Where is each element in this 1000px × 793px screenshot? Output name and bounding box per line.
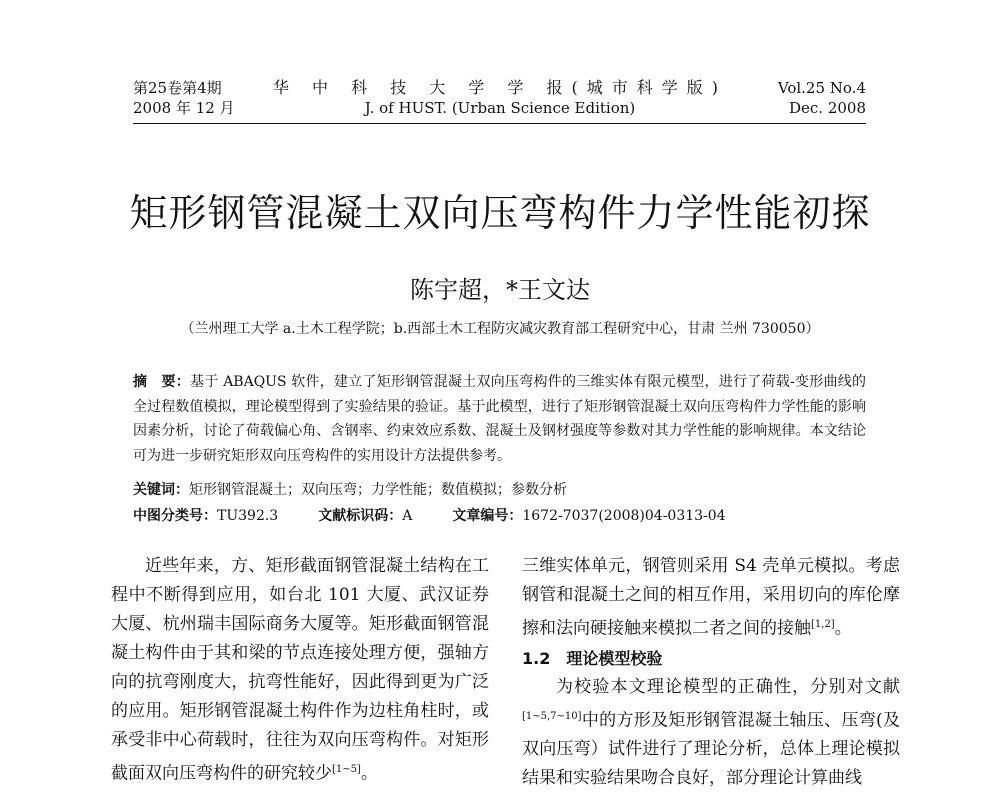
- model-paragraph: [522, 552, 900, 644]
- clc-label: 中图分类号：: [133, 508, 217, 524]
- article-number-value: 1672-7037(2008)04-0313-04: [522, 508, 726, 524]
- body-right-column: [522, 552, 900, 793]
- doc-code-value: A: [402, 508, 413, 524]
- article-number-label: 文章编号：: [452, 508, 523, 524]
- validation-start: 为校验本文理论模型的正确性，分别对文献: [556, 676, 900, 697]
- volume-number-en: Vol.25 No.4: [777, 79, 866, 97]
- volume-issue: 第25卷第4期: [133, 79, 222, 97]
- intro-tail: 。: [360, 763, 378, 784]
- abstract-label: 摘 要：: [133, 374, 190, 390]
- validation-text: 中的方形及矩形钢管混凝土轴压、压弯(及双向压弯）试件进行了理论分析，总体上理论模拟结果和实验结果吻合良好，部分理论计算曲线: [522, 710, 900, 789]
- citation-ref: [1~5,7~10]: [522, 710, 582, 722]
- date-en: Dec. 2008: [788, 99, 866, 117]
- journal-name-en: J. of HUST. (Urban Science Edition): [364, 99, 636, 117]
- abstract: [133, 370, 866, 468]
- body-left-column: [111, 552, 489, 789]
- section-heading: 1.2 理论模型校验: [522, 648, 663, 668]
- header-divider: [133, 123, 866, 124]
- doc-code-label: 文献标识码：: [318, 508, 403, 524]
- citation-ref: [1,2]: [811, 619, 835, 630]
- issue-date: 2008 年 12 月: [133, 99, 235, 117]
- paper-title: 矩形钢管混凝土双向压弯构件力学性能初探: [129, 191, 871, 235]
- journal-vol-en: [778, 78, 866, 118]
- keywords-text: 矩形钢管混凝土；双向压弯；力学性能；数值模拟；参数分析: [189, 482, 567, 498]
- validation-paragraph: [522, 673, 900, 793]
- citation-ref: [1~5]: [332, 764, 361, 775]
- journal-name-cn: 华 中 科 技 大 学 学 报(城市科学版): [272, 78, 728, 97]
- model-tail: 。: [834, 618, 852, 639]
- classification-line: [133, 505, 726, 525]
- model-text: 三维实体单元，钢管则采用 S4 壳单元模拟。考虑钢管和混凝土之间的相互作用，采用切向的库伦摩擦和法向硬接触来模拟二者之间的接触: [522, 556, 900, 639]
- abstract-text: 基于 ABAQUS 软件，建立了矩形钢管混凝土双向压弯构件的三维实体有限元模型，进行了荷载-变形曲线的全过程数值模拟，理论模型得到了实验结果的验证。基于此模型，进行了矩形钢管混凝土双向压弯构件力学性能的影响因素分析，讨论了荷载偏心角、含钢率、约束效应系数、混凝土及钢材强度等参数对其力学性能的影响规律。本文结论可为进一步研究矩形双向压弯构件的实用设计方法提供参考。: [133, 374, 866, 464]
- clc-value: TU392.3: [217, 508, 279, 524]
- keywords-label: 关键词：: [133, 482, 189, 498]
- keywords: [133, 479, 567, 499]
- paper-authors: 陈宇超，*王文达: [410, 276, 590, 304]
- intro-paragraph: 近些年来，方、矩形截面钢管混凝土结构在工程中不断得到应用，如台北 101 大厦、武汉证券大厦、杭州瑞丰国际商务大厦等。矩形截面钢管混凝土构件由于其和梁的节点连接处理方便，强轴方向的抗弯刚度大，抗弯性能好，因此得到更为广泛的应用。矩形钢管混凝土构件作为边柱角柱时，或承受非中心荷载时，往往为双向压弯构件。对矩形截面双向压弯构件的研究较少: [111, 556, 489, 784]
- author-affiliation: （兰州理工大学 a.土木工程学院；b.西部土木工程防灾减灾教育部工程研究中心，甘肃 兰州 730050）: [180, 321, 820, 337]
